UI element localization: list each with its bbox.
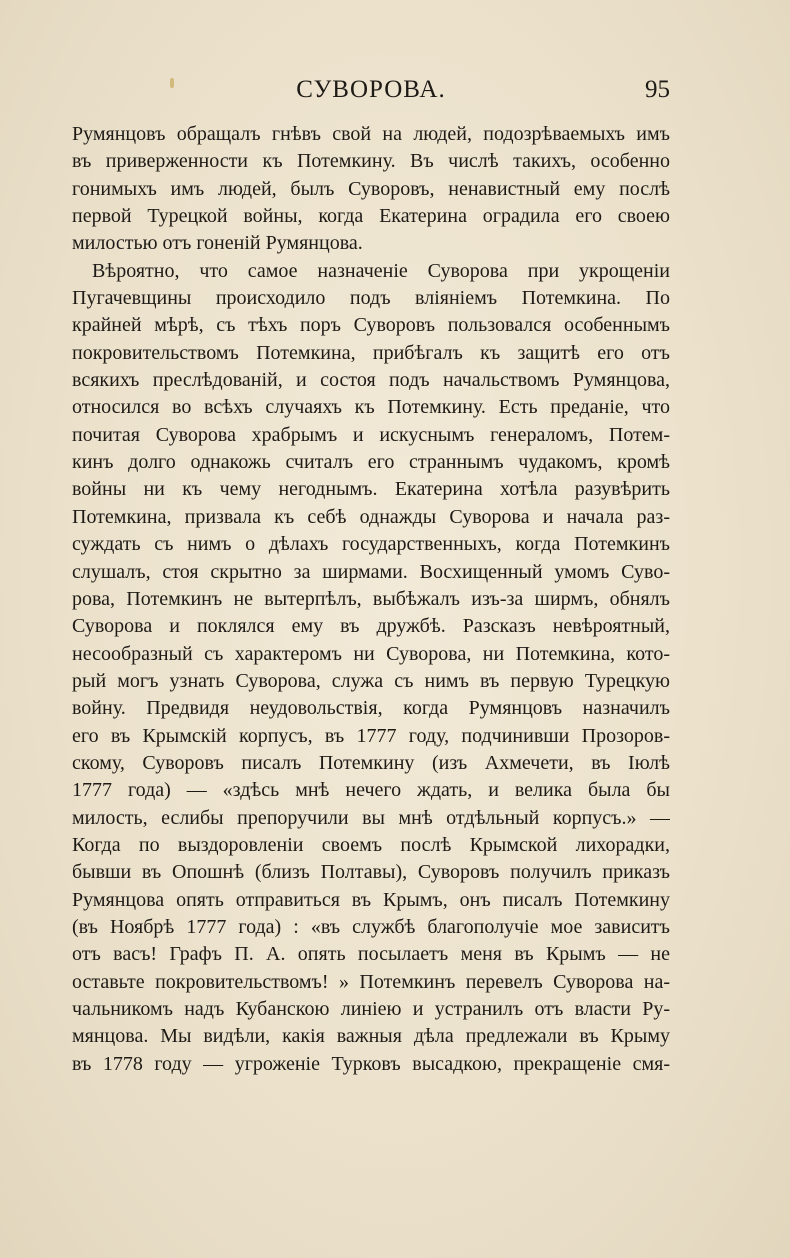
text-line: Когда по выздоровленіи своемъ послѣ Крымской лихорадки, [72, 833, 670, 856]
text-line: войну. Предвидя неудовольствія, когда Румянцовъ назначилъ [72, 697, 670, 720]
text-line: Пугачевщины происходило подъ вліяніемъ Потемкина. По [72, 287, 670, 310]
text-line: всякихъ преслѣдованій, и состоя подъ начальствомъ Румянцова, [72, 369, 670, 392]
text-line: въ приверженности къ Потемкину. Въ числѣ такихъ, особенно [72, 150, 670, 173]
text-line: Румянцовъ обращалъ гнѣвъ свой на людей, подозрѣваемыхъ имъ [72, 123, 670, 145]
text-line: Потемкина, призвала къ себѣ однажды Суворова и начала раз- [72, 505, 670, 528]
text-line: отъ васъ! Графъ П. А. опять посылаетъ меня въ Крымъ — не [72, 943, 670, 966]
text-line: суждать съ нимъ о дѣлахъ государственныхъ, когда Потемкинъ [72, 533, 670, 556]
running-head [72, 74, 670, 106]
text-line: рый могъ узнать Суворова, служа съ нимъ въ первую Турецкую [72, 669, 670, 692]
text-line: его въ Крымскій корпусъ, въ 1777 году, подчинивши Прозоров- [72, 724, 670, 747]
text-line: почитая Суворова храбрымъ и искуснымъ генераломъ, Потем- [72, 423, 670, 446]
text-line: чальникомъ надъ Кубанскою линіею и устранилъ отъ власти Ру- [72, 998, 670, 1020]
text-line: (въ Ноябрѣ 1777 года) : «въ службѣ благополучіе мое зависитъ [72, 915, 670, 938]
text-line: въ 1778 году — угроженіе Турковъ высадкою, прекращеніе смя- [72, 1052, 670, 1075]
text-line: рова, Потемкинъ не вытерпѣлъ, выбѣжалъ изъ-за ширмъ, обнялъ [72, 587, 670, 610]
text-line: покровительствомъ Потемкина, прибѣгалъ къ защитѣ его отъ [72, 341, 670, 364]
text-line: бывши въ Опошнѣ (близъ Полтавы), Суворовъ получилъ приказъ [72, 861, 670, 884]
running-title: СУВОРОВА. [296, 76, 446, 103]
text-line: гонимыхъ имъ людей, былъ Суворовъ, ненавистный ему послѣ [72, 177, 670, 200]
text-line: оставьте покровительствомъ! » Потемкинъ перевелъ Суворова на- [72, 970, 670, 993]
text-line: 1777 года) — «здѣсь мнѣ нечего ждать, и велика была бы [72, 779, 670, 802]
text-line: мянцова. Мы видѣли, какія важныя дѣла предлежали въ Крыму [72, 1025, 670, 1048]
text-line: Румянцова опять отправиться въ Крымъ, онъ писалъ Потемкину [72, 888, 670, 911]
text-line: милостью отъ гоненій Румянцова. [72, 232, 363, 255]
body-text [72, 121, 670, 1078]
text-line: кинъ долго однакожь считалъ его страннымъ чудакомъ, кромѣ [72, 451, 670, 474]
text-line: Вѣроятно, что самое назначеніе Суворова при укрощеніи [92, 259, 670, 282]
text-line: несообразный съ характеромъ ни Суворова, ни Потемкина, кото- [72, 642, 670, 665]
text-line: милость, еслибы препоручили вы мнѣ отдѣльный корпусъ.» — [72, 806, 670, 829]
text-line: скому, Суворовъ писалъ Потемкину (изъ Ахмечети, въ Іюлѣ [72, 751, 670, 774]
text-line: первой Турецкой войны, когда Екатерина оградила его своею [72, 205, 670, 228]
text-line: крайней мѣрѣ, съ тѣхъ поръ Суворовъ пользовался особеннымъ [72, 314, 670, 337]
text-line: слушалъ, стоя скрытно за ширмами. Восхищенный умомъ Суво- [72, 560, 670, 583]
text-line: войны ни къ чему негоднымъ. Екатерина хотѣла разувѣрить [72, 478, 670, 501]
text-line: относился во всѣхъ случаяхъ къ Потемкину. Есть преданіе, что [72, 396, 670, 419]
page-number: 95 [645, 76, 670, 103]
text-line: Суворова и поклялся ему въ дружбѣ. Разсказъ невѣроятный, [72, 615, 670, 638]
